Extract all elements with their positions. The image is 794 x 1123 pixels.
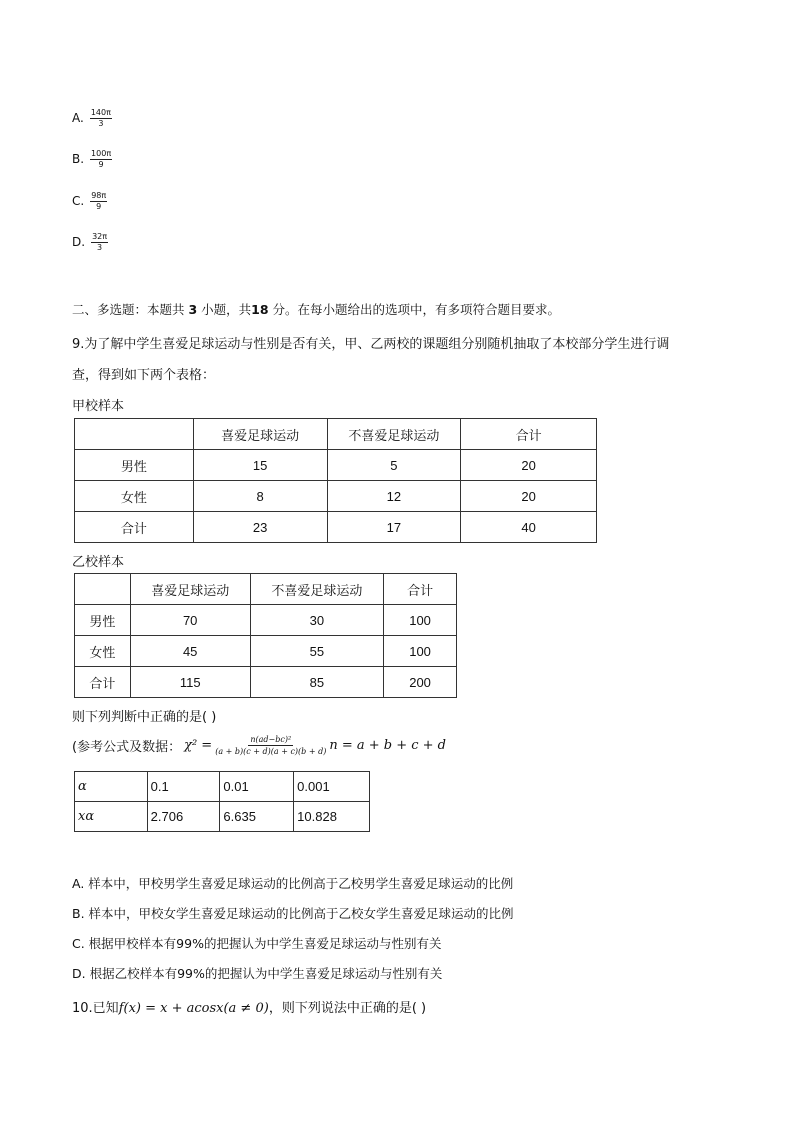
numerator: 98π — [91, 190, 107, 200]
denominator: 9 — [96, 201, 102, 211]
formula-tail: n = a + b + c + d — [329, 738, 446, 753]
formula-numerator: n(ad−bc)² — [250, 735, 292, 744]
table-row — [75, 605, 457, 636]
formula-fraction — [215, 734, 326, 757]
q10-prefix: 10.已知 — [72, 1001, 119, 1016]
q10-function: f(x) = x + acosx(a ≠ 0) — [118, 1001, 269, 1016]
total-score: 18 — [251, 302, 269, 317]
table-cell: 6.635 — [220, 802, 294, 832]
q9-option-a: A. 样本中，甲校男学生喜爱足球运动的比例高于乙校男学生喜爱足球运动的比例 — [72, 876, 514, 891]
table-header-row — [75, 419, 597, 450]
table-header-cell: 不喜爱足球运动 — [250, 574, 384, 605]
formula-prefix: (参考公式及数据： — [72, 740, 182, 755]
table-cell: 100 — [384, 636, 457, 667]
table-a-caption: 甲校样本 — [72, 399, 125, 414]
section-heading-prefix: 二、多选题：本题共 — [72, 302, 189, 317]
reference-formula — [72, 734, 446, 757]
table-cell: 85 — [250, 667, 384, 698]
table-header-cell: 合计 — [461, 419, 597, 450]
numerator: 100π — [91, 148, 112, 158]
row-label: 女性 — [75, 481, 194, 512]
table-row — [75, 802, 370, 832]
table-header-cell: 喜爱足球运动 — [130, 574, 250, 605]
table-cell: 23 — [193, 512, 327, 543]
option-letter: C. — [72, 194, 85, 208]
option-letter: A. — [72, 111, 84, 125]
table-cell: 100 — [384, 605, 457, 636]
q8-option-d — [72, 227, 108, 257]
table-cell: 10.828 — [294, 802, 370, 832]
table-cell: 0.01 — [220, 772, 294, 802]
q9-option-b: B. 样本中，甲校女学生喜爱足球运动的比例高于乙校女学生喜爱足球运动的比例 — [72, 906, 514, 921]
section-heading-middle: 小题，共 — [197, 302, 252, 317]
table-header-cell — [75, 419, 194, 450]
table-row — [75, 636, 457, 667]
table-row — [75, 772, 370, 802]
row-label: xα — [75, 802, 148, 832]
denominator: 3 — [98, 118, 104, 128]
table-cell: 8 — [193, 481, 327, 512]
q8-option-b — [72, 144, 112, 174]
table-school-a — [74, 418, 597, 543]
row-label: 女性 — [75, 636, 131, 667]
table-cell: 2.706 — [147, 802, 220, 832]
table-cell: 20 — [461, 481, 597, 512]
table-cell: 5 — [327, 450, 461, 481]
q8-option-a — [72, 103, 112, 133]
q9-question: 则下列判断中正确的是( ) — [72, 710, 217, 725]
fraction — [91, 232, 108, 253]
table-cell: 17 — [327, 512, 461, 543]
table-cell: 45 — [130, 636, 250, 667]
formula-denominator: (a + b)(c + d)(a + c)(b + d) — [215, 747, 327, 756]
q9-option-c: C. 根据甲校样本有99%的把握认为中学生喜爱足球运动与性别有关 — [72, 936, 442, 951]
table-cell: 55 — [250, 636, 384, 667]
question-count: 3 — [188, 302, 198, 317]
q8-option-c — [72, 186, 107, 216]
table-row — [75, 667, 457, 698]
table-row — [75, 512, 597, 543]
section-heading — [72, 300, 560, 318]
table-row — [75, 481, 597, 512]
table-header-cell: 不喜爱足球运动 — [327, 419, 461, 450]
row-label: 合计 — [75, 512, 194, 543]
table-cell: 20 — [461, 450, 597, 481]
table-cell: 200 — [384, 667, 457, 698]
table-cell: 30 — [250, 605, 384, 636]
numerator: 140π — [90, 107, 111, 117]
row-label: α — [75, 772, 148, 802]
table-cell: 115 — [130, 667, 250, 698]
table-header-row — [75, 574, 457, 605]
table-cell: 0.1 — [147, 772, 220, 802]
option-letter: D. — [72, 235, 86, 249]
row-label: 合计 — [75, 667, 131, 698]
option-letter: B. — [72, 152, 85, 166]
denominator: 3 — [97, 242, 103, 252]
table-header-cell: 合计 — [384, 574, 457, 605]
table-header-cell: 喜爱足球运动 — [193, 419, 327, 450]
numerator: 32π — [92, 231, 108, 241]
q9-stem-line1: 9.为了解中学生喜爱足球运动与性别是否有关，甲、乙两校的课题组分别随机抽取了本校部分学生进行调 — [72, 337, 670, 352]
q9-option-d: D. 根据乙校样本有99%的把握认为中学生喜爱足球运动与性别有关 — [72, 966, 443, 981]
table-cell: 15 — [193, 450, 327, 481]
q9-stem-line2: 查，得到如下两个表格： — [72, 368, 216, 383]
row-label: 男性 — [75, 450, 194, 481]
formula-lhs: χ² = — [184, 738, 213, 753]
table-b-caption: 乙校样本 — [72, 555, 125, 570]
table-row — [75, 450, 597, 481]
denominator: 9 — [98, 159, 104, 169]
table-cell: 12 — [327, 481, 461, 512]
table-cell: 70 — [130, 605, 250, 636]
fraction — [90, 149, 112, 170]
q10-suffix: ，则下列说法中正确的是( ) — [268, 1001, 427, 1016]
q10-stem — [72, 997, 426, 1016]
fraction — [90, 191, 107, 212]
table-cell: 0.001 — [294, 772, 370, 802]
section-heading-suffix: 分。在每小题给出的选项中，有多项符合题目要求。 — [268, 302, 561, 317]
table-school-b — [74, 573, 457, 698]
critical-value-table — [74, 771, 370, 832]
fraction — [90, 108, 112, 129]
table-cell: 40 — [461, 512, 597, 543]
row-label: 男性 — [75, 605, 131, 636]
table-header-cell — [75, 574, 131, 605]
